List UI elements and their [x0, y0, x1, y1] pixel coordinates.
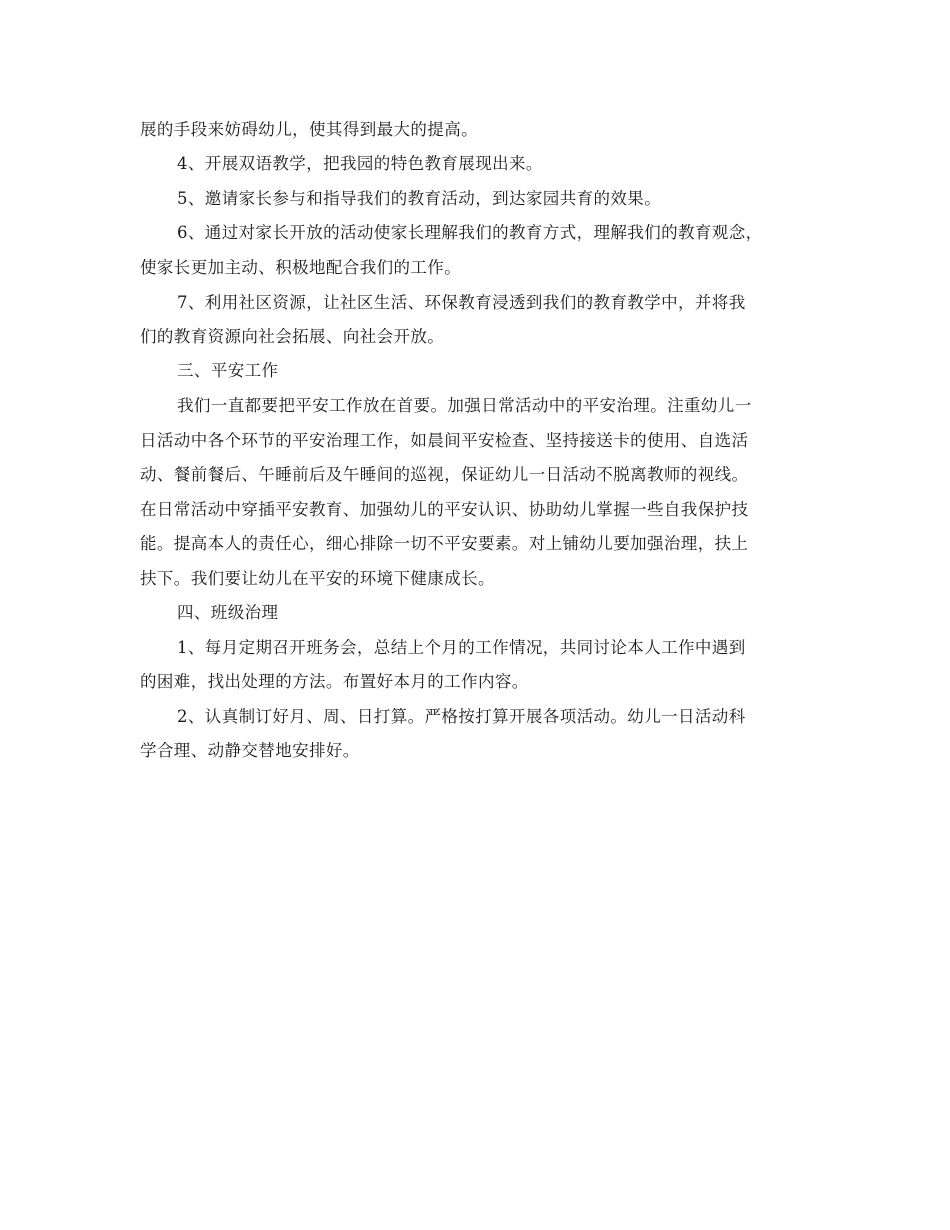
list-item-5: 5、邀请家长参与和指导我们的教育活动，到达家园共育的效果。	[177, 189, 662, 208]
list-item-6: 6、通过对家长开放的活动使家长理解我们的教育方式，理解我们的教育观念，	[177, 223, 763, 242]
paragraph-line: 扶下。我们要让幼儿在平安的环境下健康成长。	[140, 569, 495, 588]
list-item-2: 2、认真制订好月、周、日打算。严格按打算开展各项活动。幼儿一日活动科	[177, 707, 746, 726]
list-item-7: 7、利用社区资源，让社区生活、环保教育浸透到我们的教育教学中，并将我	[177, 293, 746, 312]
paragraph-line: 使家长更加主动、积极地配合我们的工作。	[140, 258, 462, 277]
section-heading-safety: 三、平安工作	[177, 361, 279, 380]
paragraph-line: 在日常活动中穿插平安教育、加强幼儿的平安认识、协助幼儿掌握一些自我保护技	[140, 500, 749, 519]
paragraph-line: 学合理、动静交替地安排好。	[140, 741, 360, 760]
paragraph-line: 的困难，找出处理的方法。布置好本月的工作内容。	[140, 672, 529, 691]
list-item-4: 4、开展双语教学，把我园的特色教育展现出来。	[177, 154, 543, 173]
section-heading-class-management: 四、班级治理	[177, 603, 279, 622]
list-item-1: 1、每月定期召开班务会，总结上个月的工作情况，共同讨论本人工作中遇到	[177, 638, 746, 657]
paragraph-line: 日活动中各个环节的平安治理工作，如晨间平安检查、坚持接送卡的使用、自选活	[140, 431, 749, 450]
paragraph-line: 们的教育资源向社会拓展、向社会开放。	[140, 327, 445, 346]
paragraph-line: 能。提高本人的责任心，细心排除一切不平安要素。对上铺幼儿要加强治理，扶上	[140, 534, 749, 553]
paragraph-line: 我们一直都要把平安工作放在首要。加强日常活动中的平安治理。注重幼儿一	[177, 396, 752, 415]
paragraph-line: 动、餐前餐后、午睡前后及午睡间的巡视，保证幼儿一日活动不脱离教师的视线。	[140, 465, 749, 484]
paragraph-line: 展的手段来妨碍幼儿，使其得到最大的提高。	[140, 120, 478, 139]
